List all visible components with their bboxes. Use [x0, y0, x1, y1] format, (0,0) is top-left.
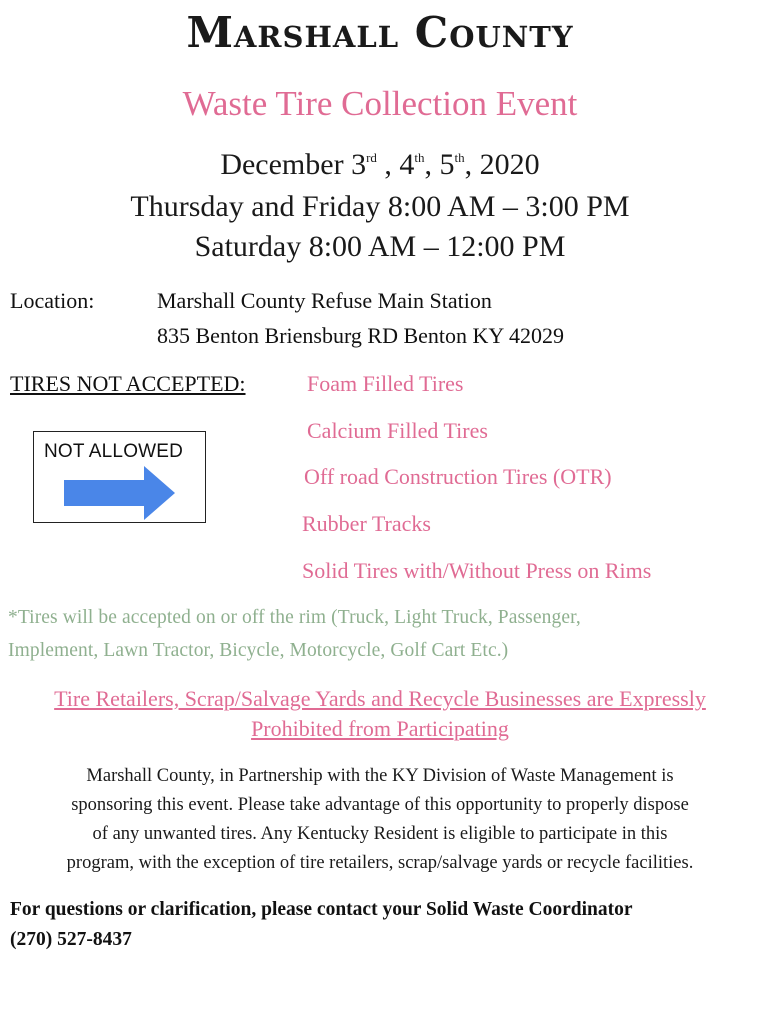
accepted-note-line: Implement, Lawn Tractor, Bicycle, Motorcycle, Golf Cart Etc.) [8, 640, 509, 661]
prohibition-line: Tire Retailers, Scrap/Salvage Yards and Recycle Businesses are Expressly [54, 686, 706, 711]
not-accepted-item: Calcium Filled Tires [307, 418, 488, 443]
accepted-note-line: *Tires will be accepted on or off the rim (Truck, Light Truck, Passenger, [8, 607, 581, 628]
weekday-hours: Thursday and Friday 8:00 AM – 3:00 PM [130, 190, 630, 223]
date-prefix: December 3 [220, 148, 367, 181]
not-accepted-item: Foam Filled Tires [307, 371, 464, 396]
date-year: , 2020 [464, 148, 540, 181]
not-accepted-label: TIRES NOT ACCEPTED: [10, 371, 246, 396]
description-line: sponsoring this event. Please take advantage of this opportunity to properly dispose [71, 795, 689, 815]
description-line: Marshall County, in Partnership with the KY Division of Waste Management is [86, 766, 674, 786]
event-dates [0, 148, 760, 182]
description-line: of any unwanted tires. Any Kentucky Resident is eligible to participate in this [92, 824, 668, 844]
date-suffix-th-1: th [414, 150, 425, 165]
date-mid-2: , 5 [424, 148, 455, 181]
not-accepted-item: Solid Tires with/Without Press on Rims [302, 558, 652, 583]
contact-line: For questions or clarification, please contact your Solid Waste Coordinator [10, 899, 633, 920]
not-accepted-item: Rubber Tracks [302, 511, 431, 536]
saturday-hours: Saturday 8:00 AM – 12:00 PM [194, 230, 566, 263]
location-address: 835 Benton Briensburg RD Benton KY 42029 [157, 323, 564, 348]
arrow-shape [64, 466, 175, 520]
location-label: Location: [10, 288, 95, 313]
not-accepted-item: Off road Construction Tires (OTR) [304, 464, 612, 489]
prohibition-line: Prohibited from Participating [251, 716, 509, 741]
date-mid-1: , 4 [376, 148, 415, 181]
event-subtitle: Waste Tire Collection Event [182, 84, 578, 123]
date-suffix-th-2: th [454, 150, 465, 165]
contact-phone: (270) 527-8437 [10, 929, 132, 950]
page-title: Marshall County [186, 8, 574, 57]
not-allowed-label: NOT ALLOWED [44, 441, 184, 462]
right-arrow-icon [64, 466, 176, 520]
location-name: Marshall County Refuse Main Station [157, 288, 492, 313]
date-suffix-rd: rd [366, 150, 377, 165]
description-line: program, with the exception of tire retailers, scrap/salvage yards or recycle facilities. [66, 853, 694, 873]
